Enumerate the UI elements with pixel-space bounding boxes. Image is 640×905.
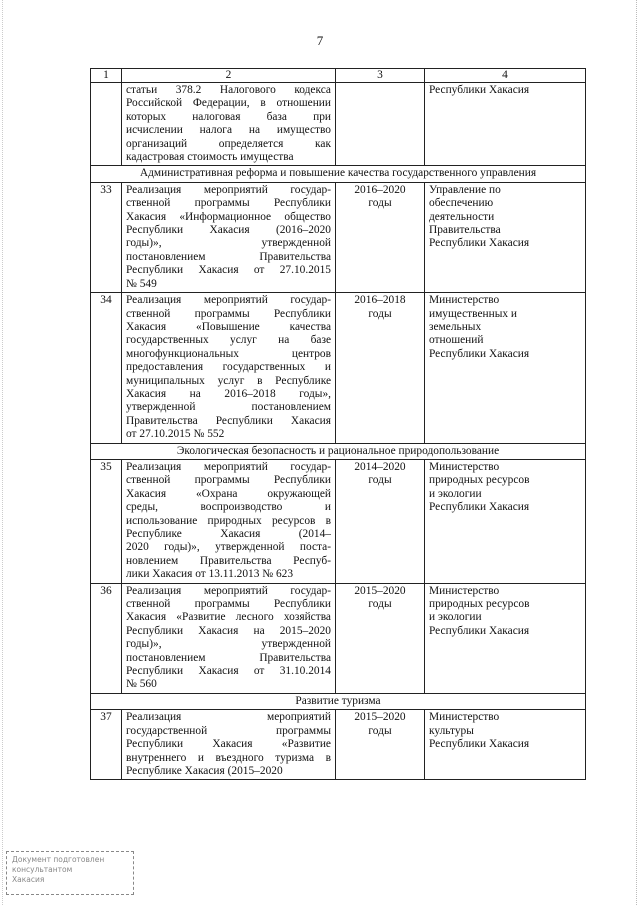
text-line: Управление по bbox=[429, 183, 501, 196]
table-row bbox=[91, 293, 586, 443]
text-line: Республики Хакасия bbox=[429, 501, 530, 514]
text-line: лики Хакасия от 13.11.2013 № 623 bbox=[126, 568, 294, 581]
text-line: Республике Хакасия (2014– bbox=[126, 528, 331, 540]
table-row bbox=[91, 710, 586, 780]
row-period bbox=[336, 459, 425, 583]
text-line: 2016–2018 bbox=[354, 294, 406, 307]
text-line: годы bbox=[368, 197, 392, 210]
column-header-4: 4 bbox=[425, 69, 586, 83]
text-line: 2015–2020 bbox=[354, 584, 406, 597]
table-row bbox=[91, 459, 586, 583]
row-period bbox=[336, 710, 425, 780]
section-header-row bbox=[91, 443, 586, 459]
text-line: Хакасия «Повышение качества bbox=[126, 320, 331, 333]
text-line: государственных услуг на базе bbox=[126, 334, 331, 347]
stamp-line: Документ подготовлен bbox=[12, 855, 105, 864]
text-line: Республики Хакасия на 2015–2020 bbox=[126, 624, 331, 637]
section-title: Административная реформа и повышение качества государственного управления bbox=[91, 166, 586, 182]
text-line: годы bbox=[368, 474, 392, 487]
text-line: 2020 годы)», утвержденной поста- bbox=[126, 541, 331, 554]
text-line: 2015–2020 bbox=[354, 711, 406, 724]
text-line: годы bbox=[368, 307, 392, 320]
row-number: 37 bbox=[91, 710, 122, 780]
text-line: которых налоговая база при bbox=[126, 110, 331, 123]
row-description bbox=[122, 182, 336, 292]
text-line: годы bbox=[368, 598, 392, 611]
measures-table bbox=[90, 68, 586, 780]
text-line: земельных bbox=[429, 320, 482, 333]
text-line: кадастровая стоимость имущества bbox=[126, 151, 294, 164]
row-responsible bbox=[425, 583, 586, 693]
text-line: Хакасия «Охрана окружающей bbox=[126, 487, 331, 500]
text-line: и экологии bbox=[429, 611, 482, 624]
text-line: Хакасия «Развитие лесного хозяйства bbox=[126, 611, 331, 624]
text-line: природных ресурсов bbox=[429, 598, 530, 611]
text-line: Министерство bbox=[429, 584, 500, 597]
archive-stamp bbox=[6, 851, 134, 895]
text-line: ственной программы Республики bbox=[126, 307, 331, 320]
text-line: Республики Хакасия bbox=[429, 84, 530, 96]
text-line: ственной программы Республики bbox=[126, 474, 331, 487]
row-number: 34 bbox=[91, 293, 122, 443]
text-line: внутреннего и въездного туризма в bbox=[126, 751, 331, 764]
text-line: Реализация мероприятий государ- bbox=[126, 183, 331, 196]
text-line: деятельности bbox=[429, 210, 495, 223]
text-line: использование природных ресурсов в bbox=[126, 514, 331, 527]
row-responsible bbox=[425, 293, 586, 443]
row-number: 35 bbox=[91, 459, 122, 583]
text-line: исчислении налога на имущество bbox=[126, 124, 331, 137]
text-line: Реализация мероприятий государ- bbox=[126, 460, 331, 473]
text-line: Российской Федерации, в отношении bbox=[126, 97, 331, 110]
text-line: статьи 378.2 Налогового кодекса bbox=[126, 84, 331, 96]
text-line: Республики Хакасия bbox=[429, 624, 530, 637]
text-line: Министерство bbox=[429, 294, 500, 307]
row-description bbox=[122, 583, 336, 693]
row-period bbox=[336, 83, 425, 166]
text-line: обеспечению bbox=[429, 197, 494, 210]
text-line: и экологии bbox=[429, 487, 482, 500]
text-line: Реализация мероприятий bbox=[126, 711, 331, 724]
text-line: 2016–2020 bbox=[354, 183, 406, 196]
text-line: утвержденной постановлением bbox=[126, 401, 331, 414]
text-line: многофункциональных центров bbox=[126, 347, 331, 360]
text-line: № 560 bbox=[126, 678, 157, 691]
text-line: Правительства bbox=[429, 224, 501, 237]
text-line: Министерство bbox=[429, 460, 500, 473]
text-line: природных ресурсов bbox=[429, 474, 530, 487]
text-line: Реализация мероприятий государ- bbox=[126, 584, 331, 597]
text-line: Республики Хакасия (2016–2020 bbox=[126, 224, 331, 237]
text-line: годы)», утвержденной bbox=[126, 638, 331, 651]
section-title: Развитие туризма bbox=[91, 693, 586, 709]
text-line: Республики Хакасия bbox=[429, 738, 530, 751]
table-row bbox=[91, 583, 586, 693]
text-line: организаций определяется как bbox=[126, 137, 331, 150]
section-title: Экологическая безопасность и рациональное природопользование bbox=[91, 443, 586, 459]
text-line: государственной программы bbox=[126, 724, 331, 737]
text-line: Хакасия на 2016–2018 годы», bbox=[126, 387, 331, 400]
text-line: № 549 bbox=[126, 277, 157, 290]
row-responsible bbox=[425, 83, 586, 166]
row-number: 33 bbox=[91, 182, 122, 292]
row-period bbox=[336, 182, 425, 292]
text-line: имущественных и bbox=[429, 307, 517, 320]
text-line: Республики Хакасия от 31.10.2014 bbox=[126, 665, 331, 678]
text-line: постановлением Правительства bbox=[126, 250, 331, 263]
text-line: Правительства Республики Хакасия bbox=[126, 414, 331, 427]
text-line: ственной программы Республики bbox=[126, 197, 331, 210]
column-header-2: 2 bbox=[122, 69, 336, 83]
column-header-3: 3 bbox=[336, 69, 425, 83]
text-line: 2014–2020 bbox=[354, 460, 406, 473]
text-line: Министерство bbox=[429, 711, 500, 724]
row-period bbox=[336, 293, 425, 443]
scan-edge-left bbox=[2, 0, 4, 905]
row-number bbox=[91, 83, 122, 166]
section-header-row bbox=[91, 693, 586, 709]
text-line: отношений bbox=[429, 334, 484, 347]
text-line: годы)», утвержденной bbox=[126, 237, 331, 250]
row-responsible bbox=[425, 182, 586, 292]
text-line: культуры bbox=[429, 724, 474, 737]
text-line: от 27.10.2015 № 552 bbox=[126, 428, 225, 441]
row-description bbox=[122, 459, 336, 583]
page-number: 7 bbox=[316, 33, 324, 48]
row-responsible bbox=[425, 459, 586, 583]
column-header-row bbox=[91, 69, 586, 83]
text-line: ственной программы Республики bbox=[126, 598, 331, 611]
row-period bbox=[336, 583, 425, 693]
text-line: предоставления государственных и bbox=[126, 361, 331, 374]
text-line: среды, воспроизводство и bbox=[126, 501, 331, 514]
stamp-line: Хакасия bbox=[12, 875, 45, 884]
text-line: Республики Хакасия от 27.10.2015 bbox=[126, 264, 331, 277]
row-description bbox=[122, 83, 336, 166]
text-line: Республике Хакасия (2015–2020 bbox=[126, 764, 283, 777]
text-line: новлением Правительства Респуб- bbox=[126, 554, 331, 567]
text-line: Республики Хакасия «Развитие bbox=[126, 738, 331, 751]
text-line: Реализация мероприятий государ- bbox=[126, 294, 331, 307]
text-line: годы bbox=[368, 724, 392, 737]
column-header-1: 1 bbox=[91, 69, 122, 83]
text-line: Республики Хакасия bbox=[429, 237, 530, 250]
row-number: 36 bbox=[91, 583, 122, 693]
text-line: Республики Хакасия bbox=[429, 347, 530, 360]
text-line: постановлением Правительства bbox=[126, 651, 331, 664]
row-description bbox=[122, 710, 336, 780]
text-line: муниципальных услуг в Республике bbox=[126, 374, 331, 387]
continuation-row bbox=[91, 83, 586, 166]
section-header-row bbox=[91, 166, 586, 182]
table-row bbox=[91, 182, 586, 292]
scan-edge-right bbox=[635, 0, 637, 905]
text-line: Хакасия «Информационное общество bbox=[126, 210, 331, 223]
row-responsible bbox=[425, 710, 586, 780]
stamp-line: консультантом bbox=[12, 865, 73, 874]
row-description bbox=[122, 293, 336, 443]
